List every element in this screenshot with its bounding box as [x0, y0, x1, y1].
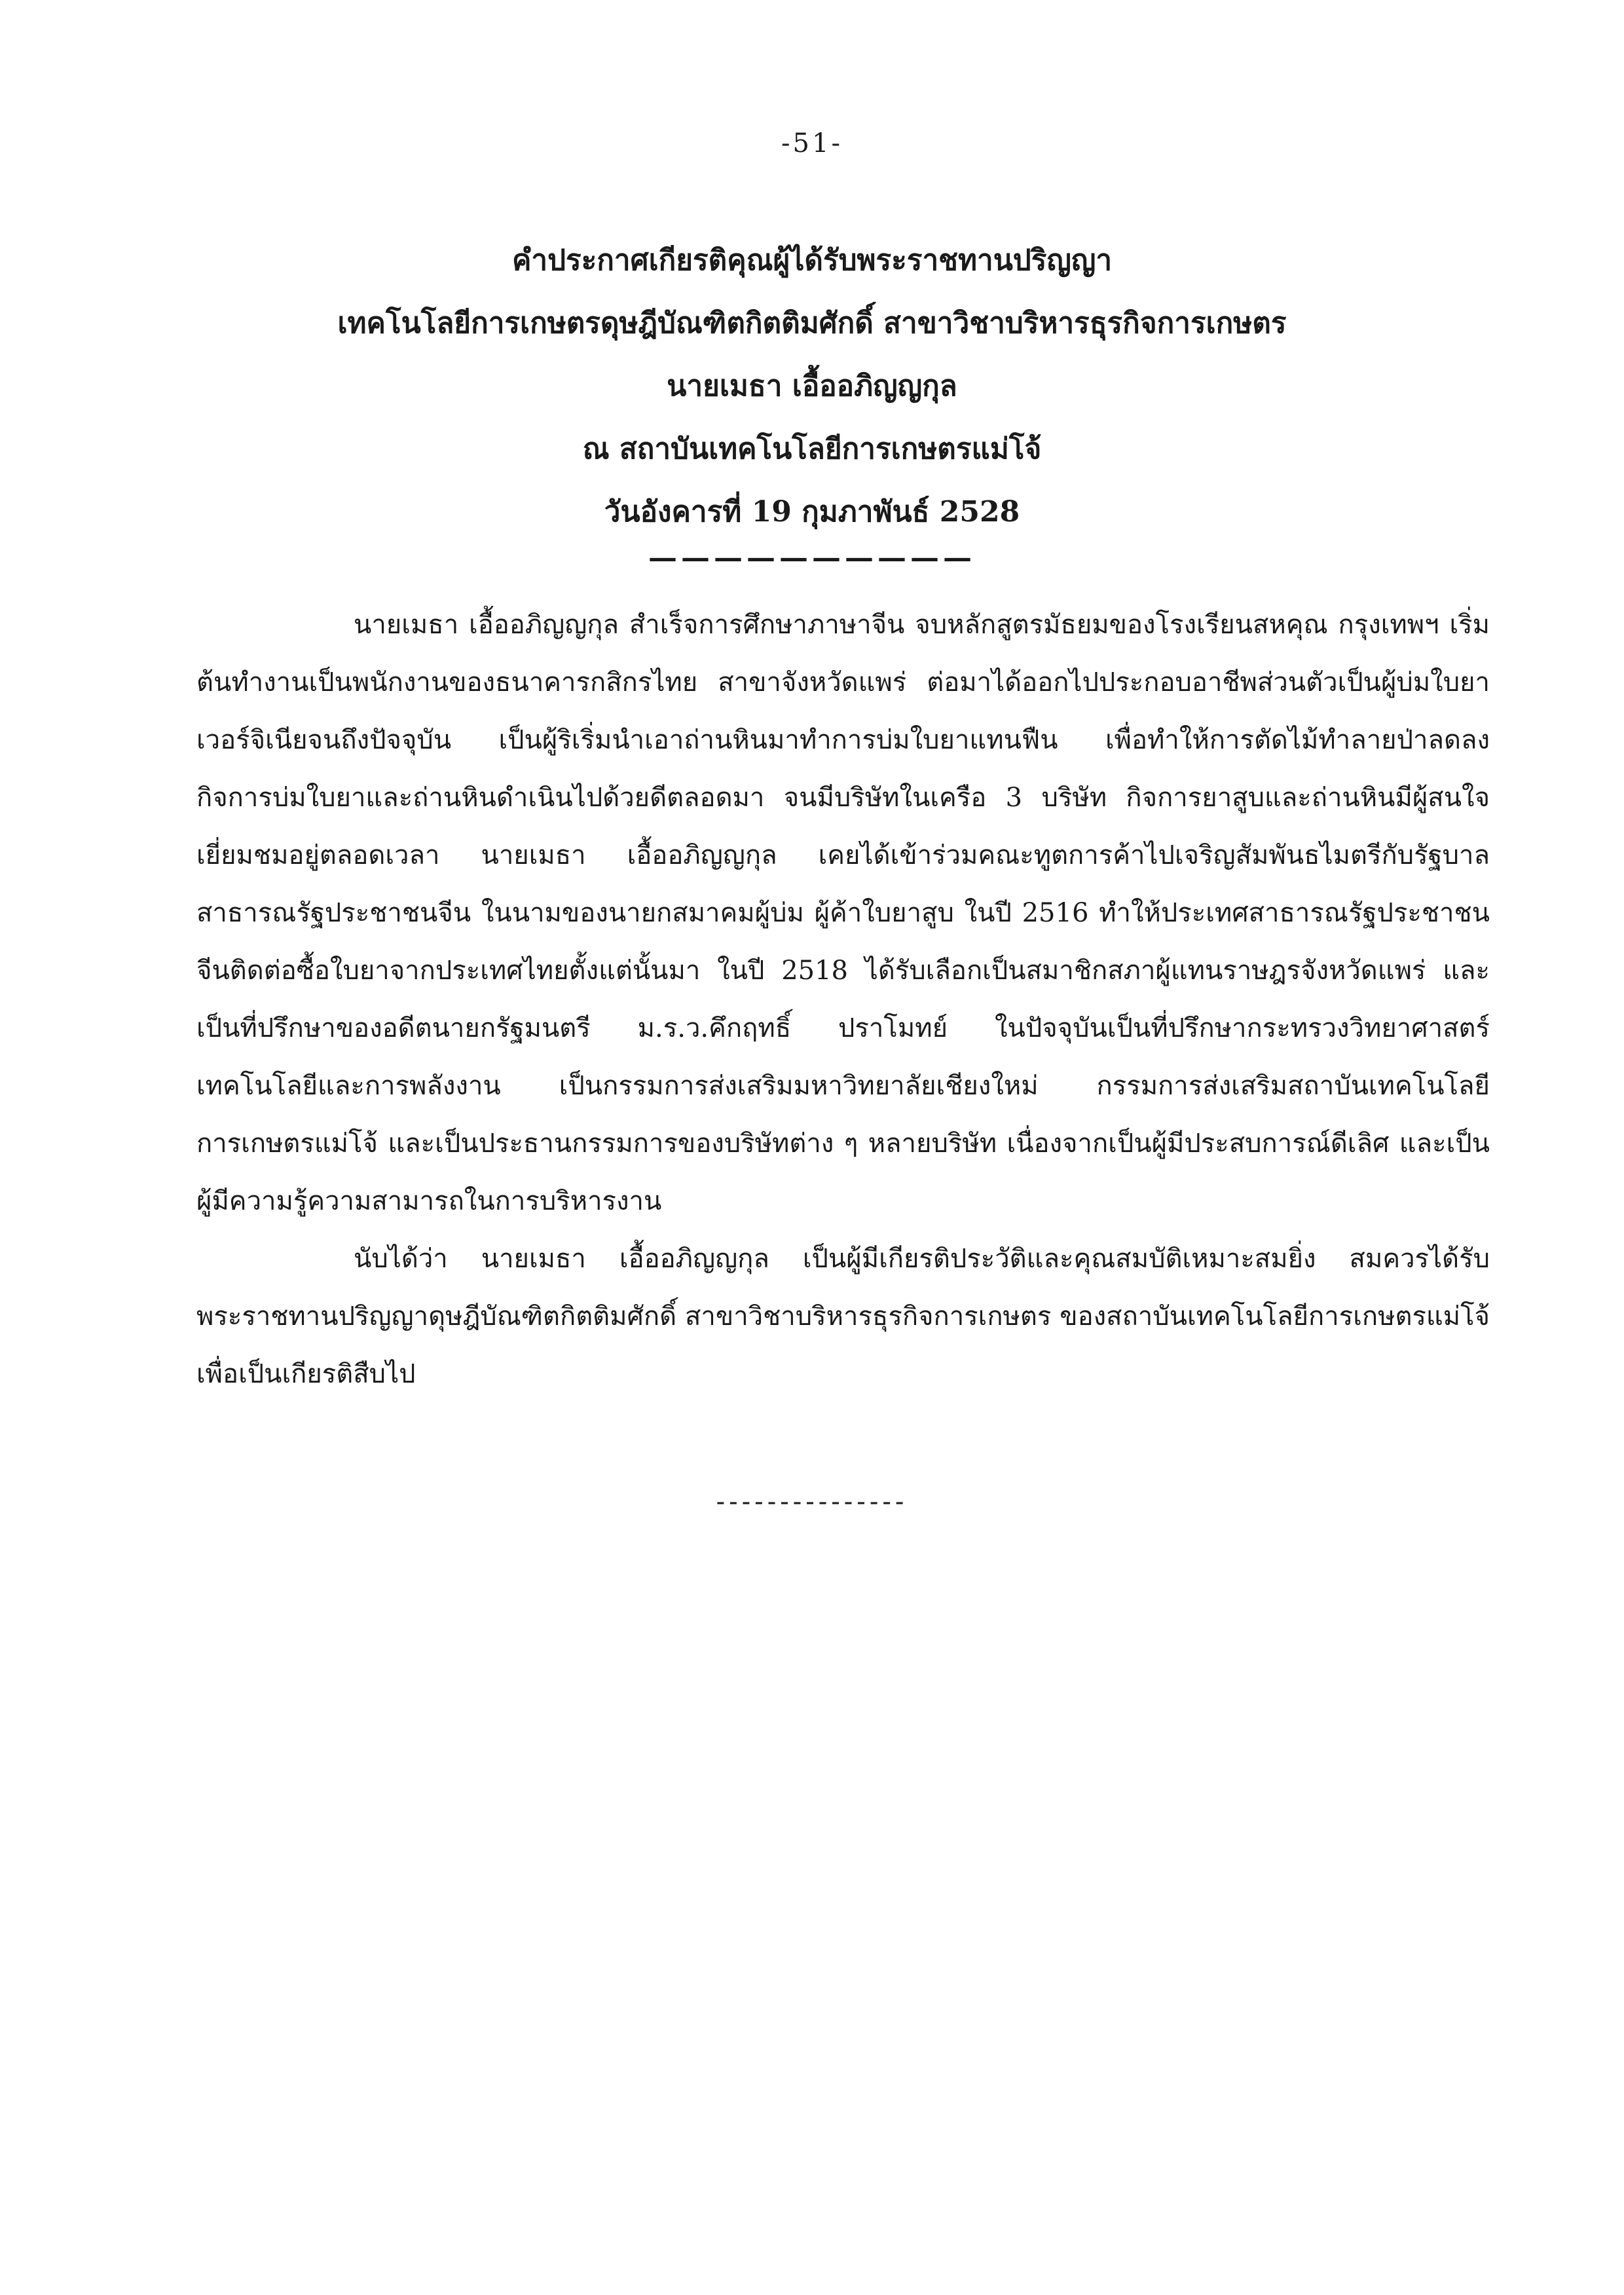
heading-title: คำประกาศเกียรติคุณผู้ได้รับพระราชทานปริญญา	[511, 244, 1113, 277]
paragraph-conclusion: นับได้ว่า นายเมธา เอื้ออภิญญกุล เป็นผู้มีเกียรติประวัติและคุณสมบัติเหมาะสมยิ่ง สมควรได้รับพระราชทานปริญญาดุษฎีบัณฑิตกิตติมศักดิ์ สาขาวิชาบริหารธุรกิจการเกษตร ของสถาบันเทคโนโลยีการเกษตรแม่โจ้ เพื่อเป็นเกียรติสืบไป	[196, 1244, 1490, 1389]
document-heading	[0, 229, 1624, 578]
heading-date: วันอังคารที่ 19 กุมภาพันธ์ 2528	[604, 495, 1020, 529]
page-number: -51-	[781, 128, 843, 159]
heading-recipient-name: นายเมธา เอื้ออภิญญกุล	[667, 369, 957, 403]
paragraph-biography: นายเมธา เอื้ออภิญญกุล สำเร็จการศึกษาภาษาจีน จบหลักสูตรมัธยมของโรงเรียนสหคุณ กรุงเทพฯ เริ่มต้นทำงานเป็นพนักงานของธนาคารกสิกรไทย สาขาจังหวัดแพร่ ต่อมาได้ออกไปประกอบอาชีพส่วนตัวเป็นผู้บ่มใบยาเวอร์จิเนียจนถึงปัจจุบัน เป็นผู้ริเริ่มนำเอาถ่านหินมาทำการบ่มใบยาแทนฟืน เพื่อทำให้การตัดไม้ทำลายป่าลดลง กิจการบ่มใบยาและถ่านหินดำเนินไปด้วยดีตลอดมา จนมีบริษัทในเครือ 3 บริษัท กิจการยาสูบและถ่านหินมีผู้สนใจเยี่ยมชมอยู่ตลอดเวลา นายเมธา เอื้ออภิญญกุล เคยได้เข้าร่วมคณะทูตการค้าไปเจริญสัมพันธไมตรีกับรัฐบาลสาธารณรัฐประชาชนจีน ในนามของนายกสมาคมผู้บ่ม ผู้ค้าใบยาสูบ ในปี 2516 ทำให้ประเทศสาธารณรัฐประชาชนจีนติดต่อซื้อใบยาจากประเทศไทยตั้งแต่นั้นมา ในปี 2518 ได้รับเลือกเป็นสมาชิกสภาผู้แทนราษฎรจังหวัดแพร่ และเป็นที่ปรึกษาของอดีตนายกรัฐมนตรี ม.ร.ว.คึกฤทธิ์ ปราโมทย์ ในปัจจุบันเป็นที่ปรึกษากระทรวงวิทยาศาสตร์เทคโนโลยีและการพลังงาน เป็นกรรมการส่งเสริมมหาวิทยาลัยเชียงใหม่ กรรมการส่งเสริมสถาบันเทคโนโลยีการเกษตรแม่โจ้ และเป็นประธานกรรมการของบริษัทต่าง ๆ หลายบริษัท เนื่องจากเป็นผู้มีประสบการณ์ดีเลิศ และเป็นผู้มีความรู้ความสามารถในการบริหารงาน	[196, 610, 1490, 1216]
heading-degree: เทคโนโลยีการเกษตรดุษฎีบัณฑิตกิตติมศักดิ์ สาขาวิชาบริหารธุรกิจการเกษตร	[337, 307, 1287, 340]
document-body	[196, 596, 1490, 1403]
heading-institution: ณ สถาบันเทคโนโลยีการเกษตรแม่โจ้	[582, 432, 1042, 466]
end-divider: ---------------	[716, 1487, 908, 1517]
heading-divider: ——————————	[648, 541, 976, 574]
